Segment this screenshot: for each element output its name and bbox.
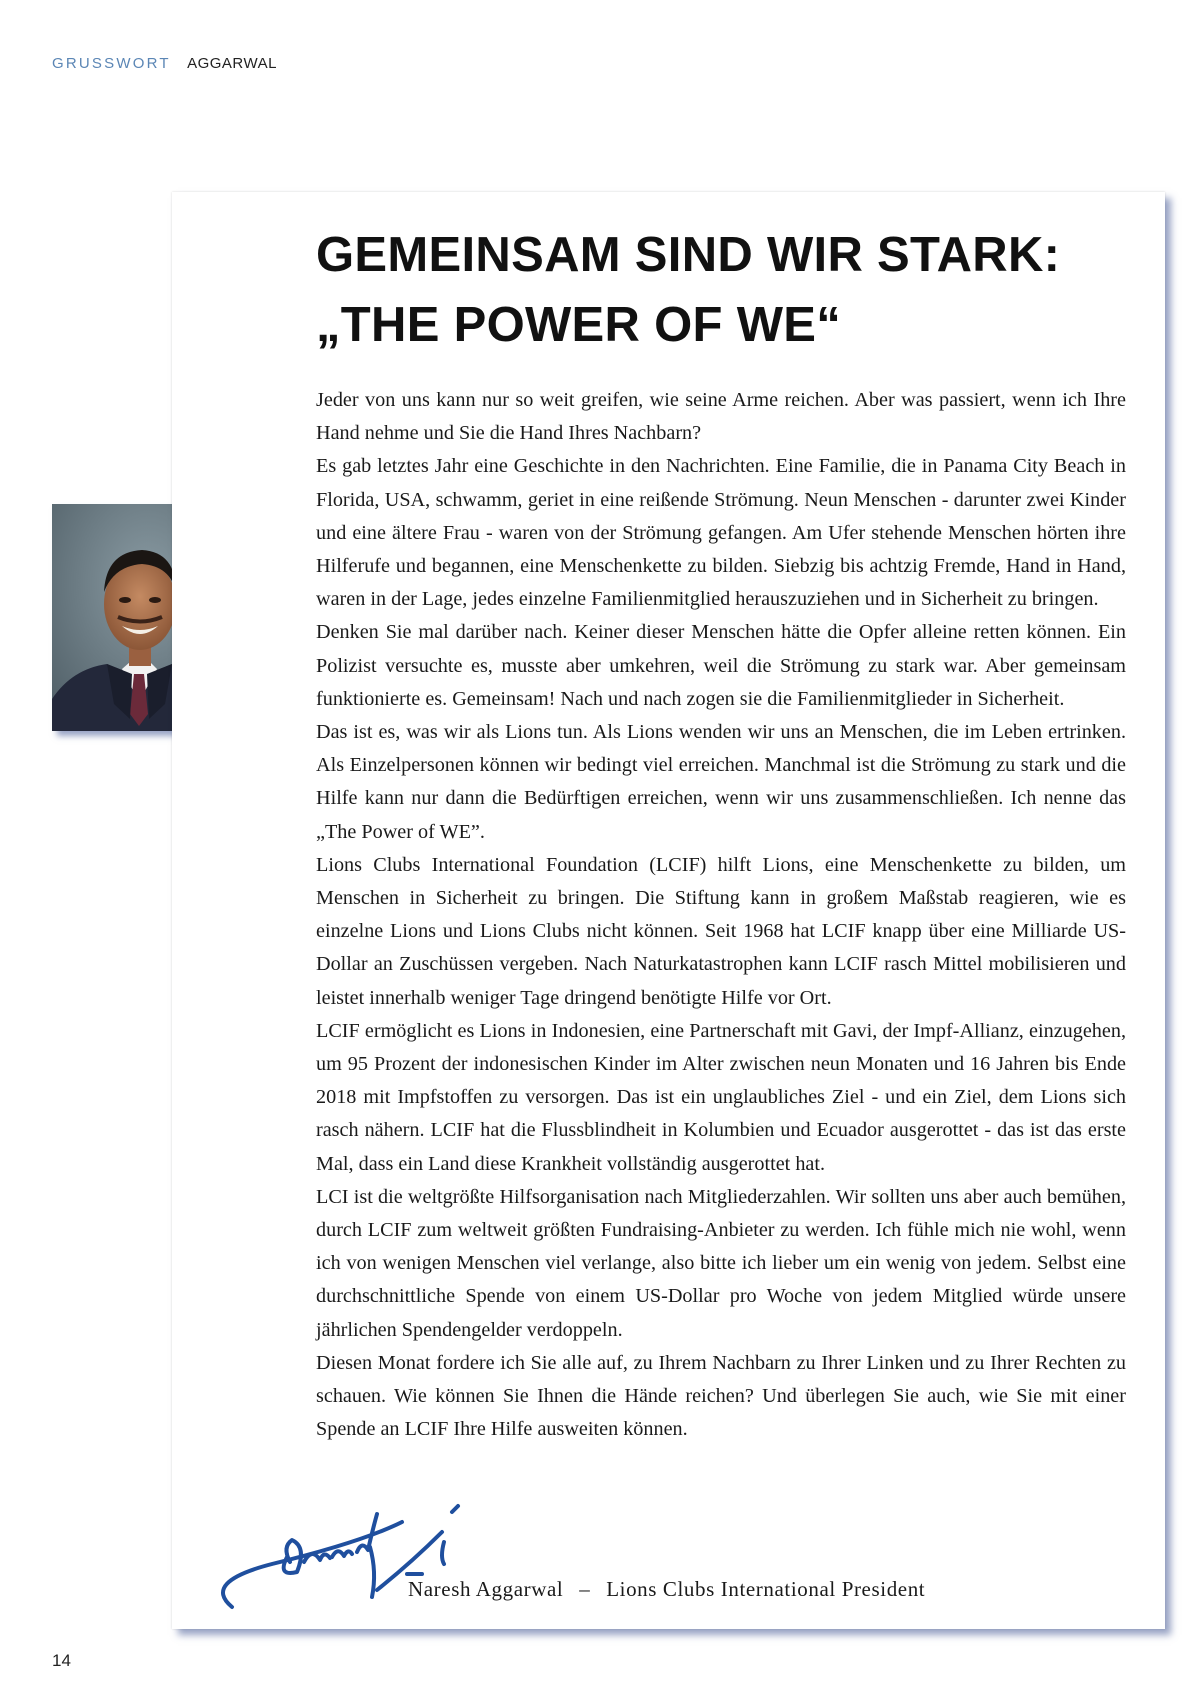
- paragraph: LCIF ermöglicht es Lions in Indonesien, eine Partnerschaft mit Gavi, der Impf-Allianz, einzugehen, um 95 Prozent der indonesischen Kinder im Alter zwischen neun Monaten und 16 Jahren bis Ende 2018 mit Impfstoffen zu versorgen. Das ist ein unglaubliches Ziel - und ein Ziel, dem Lions sich rasch nähern. LCIF hat die Flussblindheit in Kolumbien und Ecuador ausgerottet - das ist das erste Mal, dass ein Land diese Krankheit vollständig ausgerottet hat.: [316, 1019, 1126, 1175]
- signature-dash: –: [579, 1577, 591, 1601]
- signatory-role: Lions Clubs International President: [606, 1577, 926, 1601]
- title-line-2: „THE POWER OF WE“: [316, 298, 842, 352]
- page-number: 14: [52, 1651, 71, 1670]
- handwritten-signature: [212, 1502, 482, 1622]
- paragraph: Diesen Monat fordere ich Sie alle auf, zu Ihrem Nachbarn zu Ihrer Linken und zu Ihrer Rechten zu schauen. Wie können Sie Ihnen die Hände reichen? Und überlegen Sie auch, wie Sie mit einer Spende an LCIF Ihre Hilfe ausweiten können.: [316, 1351, 1126, 1441]
- author-label: AGGARWAL: [187, 55, 277, 72]
- paragraph: LCI ist die weltgrößte Hilfsorganisation nach Mitgliederzahlen. Wir sollten uns aber auch bemühen, durch LCIF zum weltweit größten Fundraising-Anbieter zu werden. Ich fühle mich nie wohl, wenn ich von wenigen Menschen viel verlange, also bitte ich lieber um ein wenig von jedem. Selbst eine durchschnittliche Spende von einem US-Dollar pro Woche von jedem Mitglied würde unsere jährlichen Spendengelder verdoppeln.: [316, 1185, 1126, 1341]
- signatory-name: Naresh Aggarwal: [408, 1577, 564, 1601]
- article-title: [316, 220, 1136, 360]
- article-body: [316, 384, 1126, 1447]
- title-line-1: GEMEINSAM SIND WIR STARK:: [316, 228, 1061, 282]
- message-card: [172, 192, 1165, 1629]
- paragraph: Jeder von uns kann nur so weit greifen, wie seine Arme reichen. Aber was passiert, wenn ich Ihre Hand nehme und Sie die Hand Ihres Nachbarn?: [316, 389, 1126, 445]
- paragraph: Lions Clubs International Foundation (LCIF) hilft Lions, eine Menschenkette zu bilden, um Menschen in Sicherheit zu bringen. Die Stiftung kann in großem Maßstab reagieren, wie es einzelne Lions und Lions Clubs nicht können. Seit 1968 hat LCIF knapp über eine Milliarde US-Dollar an Zuschüssen vergeben. Nach Naturkatastrophen kann LCIF rasch Mittel mobilisieren und leistet innerhalb weniger Tage dringend benötigte Hilfe vor Ort.: [316, 853, 1126, 1009]
- running-head: [52, 55, 277, 72]
- paragraph: Denken Sie mal darüber nach. Keiner dieser Menschen hätte die Opfer alleine retten können. Ein Polizist versuchte es, musste aber umkehren, weil die Strömung zu stark war. Aber gemeinsam funktionierte es. Gemeinsam! Nach und nach zogen sie die Familienmitglieder in Sicherheit.: [316, 621, 1126, 710]
- paragraph: Das ist es, was wir als Lions tun. Als Lions wenden wir uns an Menschen, die im Leben ertrinken. Als Einzelpersonen können wir bedingt viel erreichen. Manchmal ist die Strömung zu stark und die Hilfe kann nur dann die Bedürftigen erreichen, wenn wir uns zusammenschließen. Ich nenne das „The Power of WE”.: [316, 721, 1126, 843]
- signature-caption: [408, 1577, 925, 1602]
- section-label: GRUSSWORT: [52, 55, 171, 72]
- paragraph: Es gab letztes Jahr eine Geschichte in den Nachrichten. Eine Familie, die in Panama City Beach in Florida, USA, schwamm, geriet in eine reißende Strömung. Neun Menschen - darunter zwei Kinder und eine ältere Frau - waren von der Strömung gefangen. Am Ufer stehende Menschen hörten ihre Hilferufe und begannen, eine Menschenkette zu bilden. Siebzig bis achtzig Fremde, Hand in Hand, waren in der Lage, jedes einzelne Familienmitglied herauszuziehen und in Sicherheit zu bringen.: [316, 455, 1126, 611]
